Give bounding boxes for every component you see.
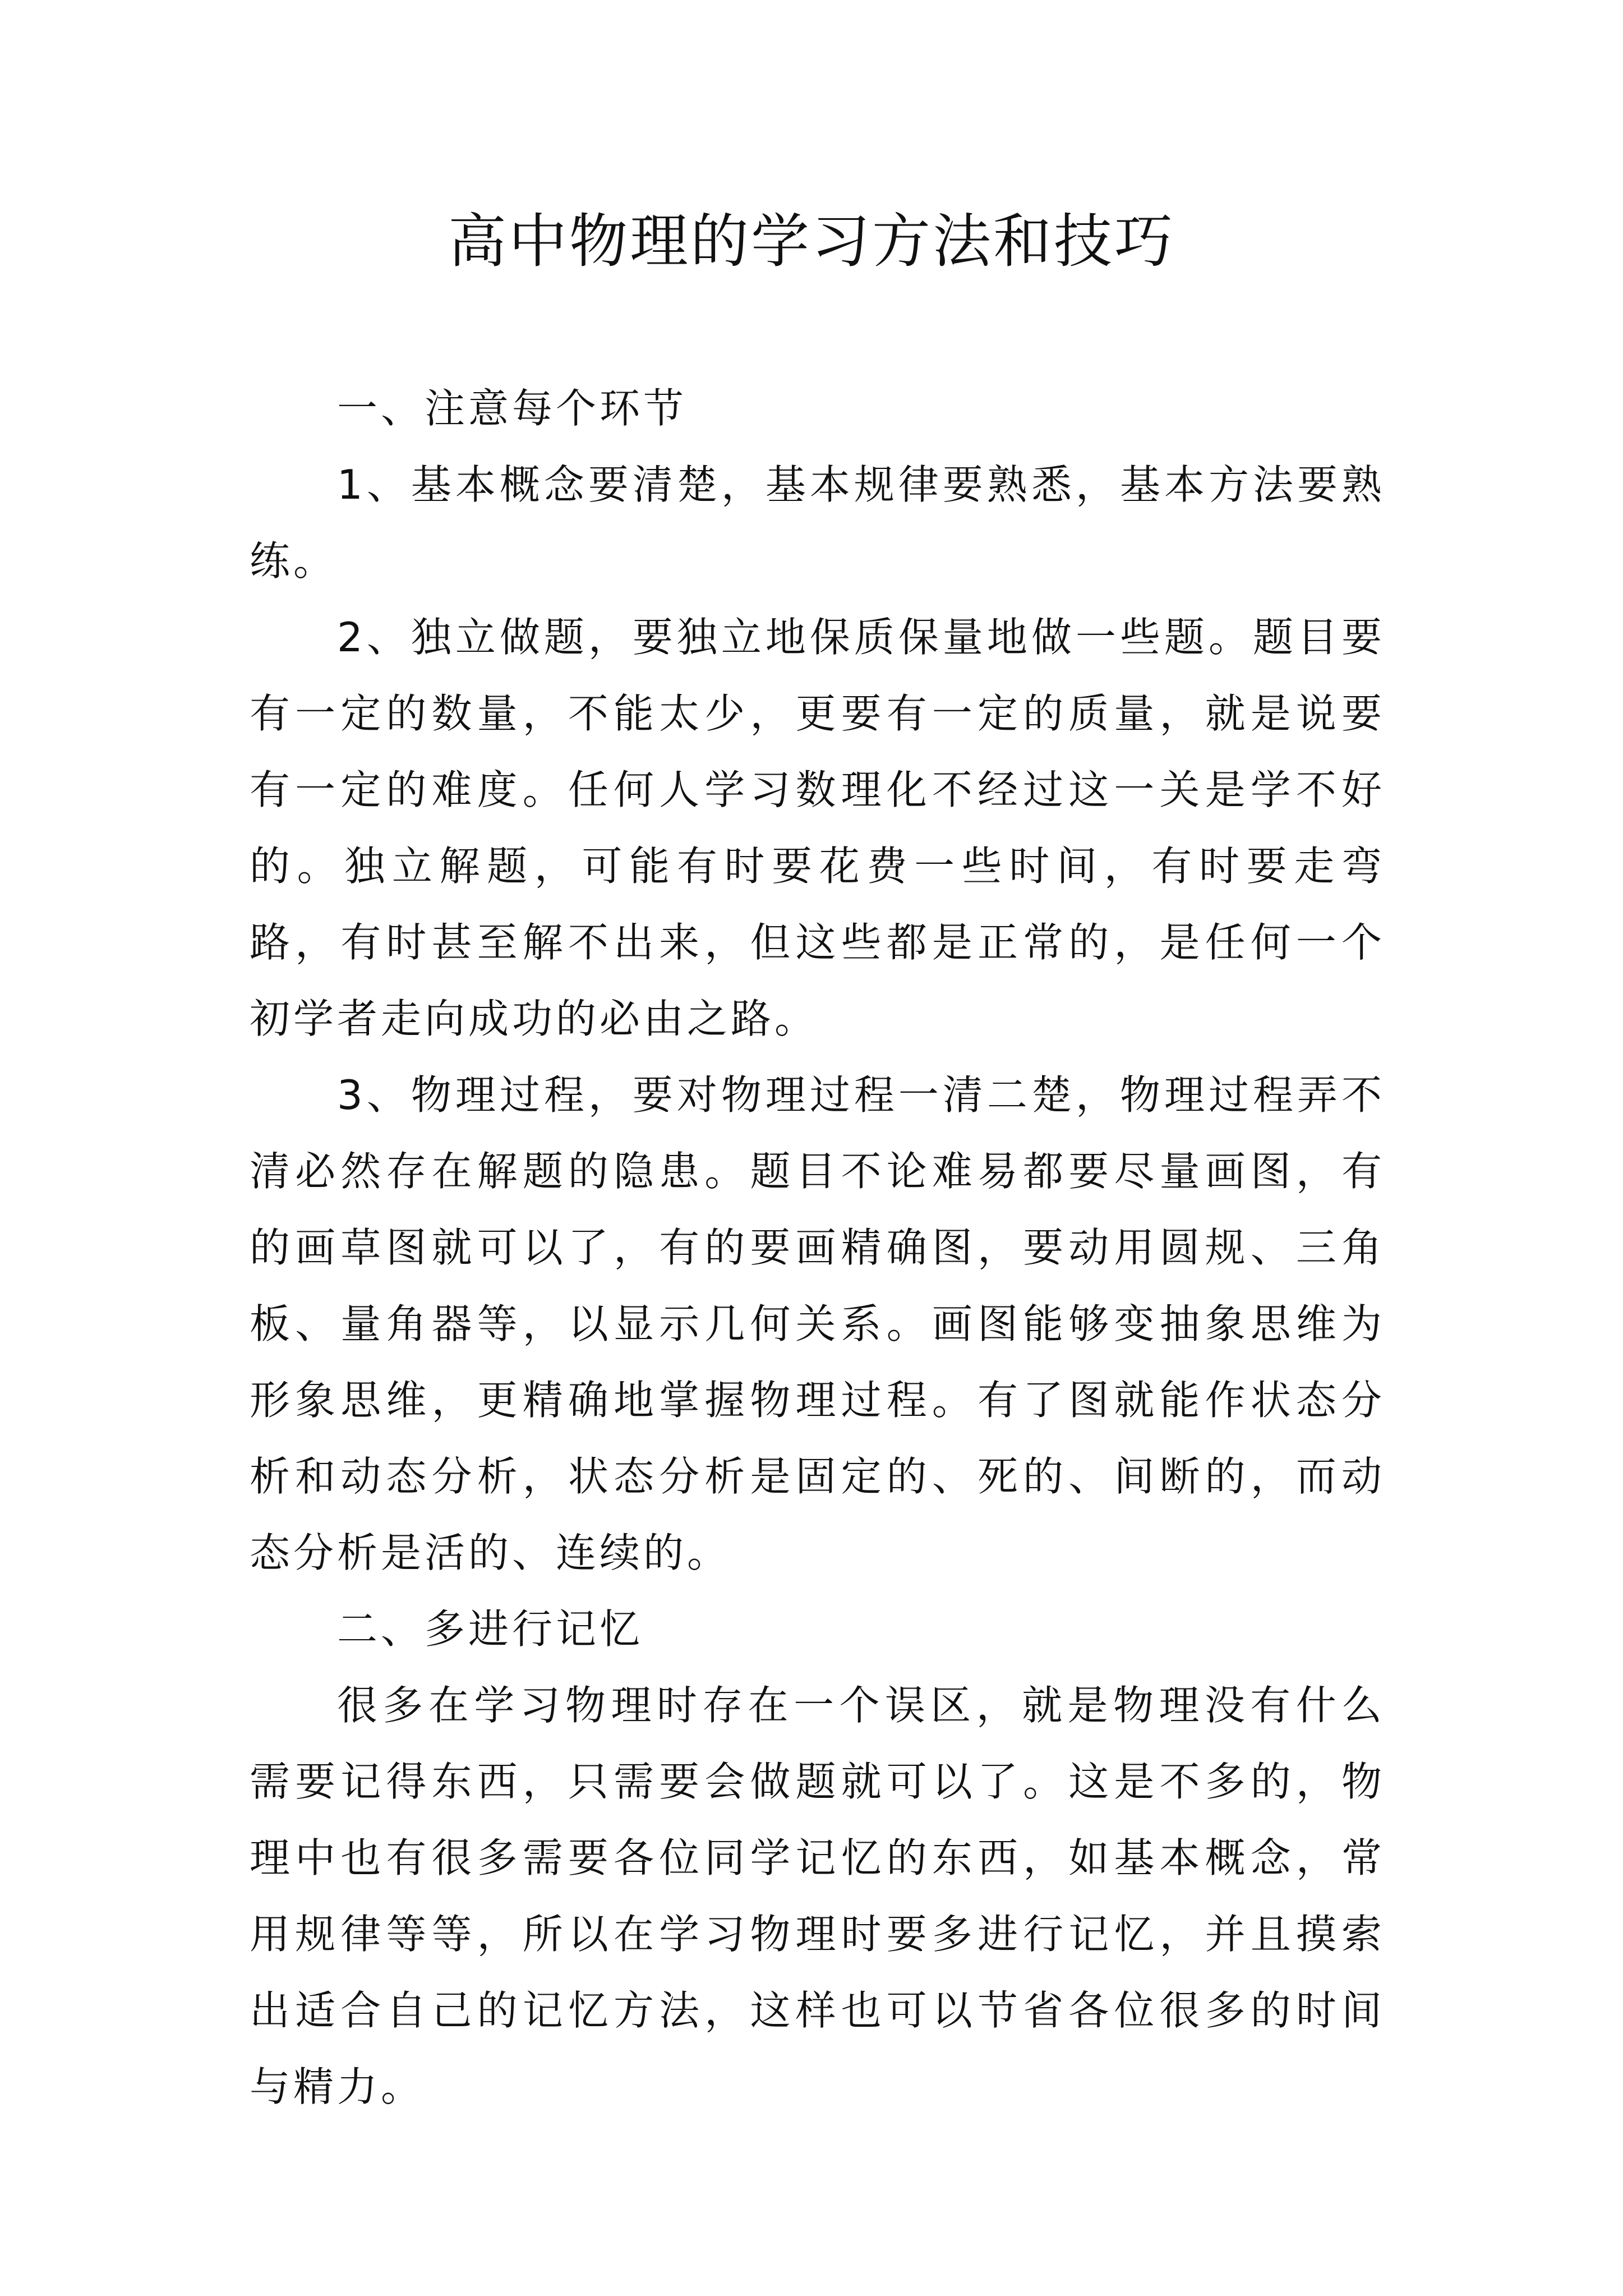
paragraph-item-2: 2、独立做题，要独立地保质保量地做一些题。题目要有一定的数量，不能太少，更要有一定的质量，就是说要有一定的难度。任何人学习数理化不经过这一关是学不好的。独立解题，可能有时要花费一些时间，有时要走弯路，有时甚至解不出来，但这些都是正常的，是任何一个初学者走向成功的必由之路。: [250, 614, 1385, 1042]
document-body: [250, 370, 1385, 2125]
paragraph-memory: 很多在学习物理时存在一个误区，就是物理没有什么需要记得东西，只需要会做题就可以了。这是不多的，物理中也有很多需要各位同学记忆的东西，如基本概念，常用规律等等，所以在学习物理时要多进行记忆，并且摸索出适合自己的记忆方法，这样也可以节省各位很多的时间与精力。: [250, 1682, 1385, 2110]
section-heading-2: 二、多进行记忆: [337, 1605, 644, 1653]
document-title: 高中物理的学习方法和技巧: [448, 207, 1175, 275]
section-heading-1: 一、注意每个环节: [337, 385, 688, 432]
paragraph-item-3: 3、物理过程，要对物理过程一清二楚，物理过程弄不清必然存在解题的隐患。题目不论难易都要尽量画图，有的画草图就可以了，有的要画精确图，要动用圆规、三角板、量角器等，以显示几何关系。画图能够变抽象思维为形象思维，更精确地掌握物理过程。有了图就能作状态分析和动态分析，状态分析是固定的、死的、间断的，而动态分析是活的、连续的。: [250, 1071, 1385, 1576]
paragraph-item-1: 1、基本概念要清楚，基本规律要熟悉，基本方法要熟练。: [250, 461, 1385, 585]
